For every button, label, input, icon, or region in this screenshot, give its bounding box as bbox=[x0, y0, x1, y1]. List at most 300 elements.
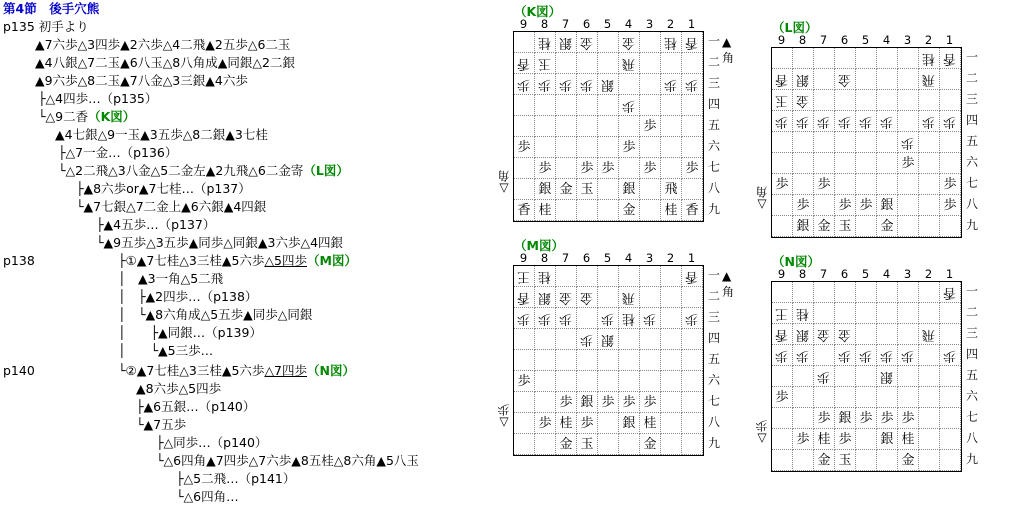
diagram-ref: （N図） bbox=[307, 363, 355, 378]
board-square bbox=[556, 137, 577, 158]
rank-number: 八 bbox=[708, 415, 721, 429]
board-square bbox=[814, 90, 835, 111]
board-square bbox=[835, 366, 856, 387]
file-number: 9 bbox=[519, 17, 528, 31]
file-number: 9 bbox=[777, 267, 786, 281]
shogi-piece: 桂 bbox=[622, 310, 636, 326]
board-square bbox=[835, 303, 856, 324]
file-number: 2 bbox=[666, 251, 675, 265]
board-square bbox=[940, 387, 961, 408]
move-text: ├△5二飛…（p141） bbox=[176, 471, 296, 486]
move-text: └▲7七銀△7二金上▲6六銀▲4四銀 bbox=[76, 199, 267, 214]
board-square bbox=[619, 95, 640, 116]
shogi-piece: 香 bbox=[517, 55, 531, 71]
board-square bbox=[661, 287, 682, 308]
tree-line bbox=[136, 380, 221, 398]
move-text: ▲9六歩△8二玉▲7八金△3三銀▲4六歩 bbox=[35, 73, 248, 88]
tree-line bbox=[156, 452, 419, 470]
board-square bbox=[535, 308, 556, 329]
board-square bbox=[598, 32, 619, 53]
move-text: └△9二香 bbox=[38, 109, 89, 124]
shogi-piece: 金 bbox=[622, 34, 636, 50]
board-square bbox=[619, 116, 640, 137]
board-square bbox=[535, 158, 556, 179]
rank-number: 八 bbox=[708, 181, 721, 195]
gote-hand: △角 bbox=[497, 170, 511, 196]
board-square bbox=[877, 111, 898, 132]
shogi-piece: 銀 bbox=[538, 289, 552, 305]
board-square bbox=[919, 450, 940, 471]
shogi-board bbox=[513, 265, 704, 456]
file-numbers bbox=[513, 251, 702, 265]
board-square bbox=[940, 366, 961, 387]
board-square bbox=[640, 158, 661, 179]
board-square bbox=[898, 90, 919, 111]
board-square bbox=[619, 200, 640, 221]
shogi-piece: 玉 bbox=[838, 218, 852, 234]
board-square bbox=[919, 366, 940, 387]
section-title: 第4節 後手穴熊 bbox=[3, 1, 100, 16]
board-square bbox=[856, 408, 877, 429]
board-square bbox=[877, 48, 898, 69]
tree-line bbox=[38, 90, 157, 108]
tree-line bbox=[3, 252, 35, 270]
board-square bbox=[640, 350, 661, 371]
board-square bbox=[598, 53, 619, 74]
shogi-piece: 桂 bbox=[922, 50, 936, 66]
board-square bbox=[919, 195, 940, 216]
board-square bbox=[940, 345, 961, 366]
shogi-piece: 歩 bbox=[775, 176, 789, 192]
board-square bbox=[682, 158, 703, 179]
board-square bbox=[919, 69, 940, 90]
board-square bbox=[856, 111, 877, 132]
board-square bbox=[619, 413, 640, 434]
board-square bbox=[514, 116, 535, 137]
board-square bbox=[535, 32, 556, 53]
board-square bbox=[682, 53, 703, 74]
shogi-piece: 歩 bbox=[517, 76, 531, 92]
board-square bbox=[640, 434, 661, 455]
board-square bbox=[640, 371, 661, 392]
tree-line bbox=[118, 270, 223, 288]
board-square bbox=[535, 287, 556, 308]
shogi-piece: 銀 bbox=[538, 181, 552, 197]
shogi-piece: 歩 bbox=[901, 410, 915, 426]
shogi-piece: 桂 bbox=[817, 431, 831, 447]
board-square bbox=[772, 303, 793, 324]
rank-number: 六 bbox=[966, 155, 979, 169]
board-square bbox=[619, 179, 640, 200]
board-square bbox=[919, 429, 940, 450]
board-square bbox=[556, 200, 577, 221]
board-square bbox=[814, 153, 835, 174]
board-square bbox=[556, 158, 577, 179]
board-square bbox=[577, 308, 598, 329]
board-square bbox=[814, 366, 835, 387]
rank-number: 七 bbox=[966, 410, 979, 424]
board-square bbox=[577, 137, 598, 158]
board-square bbox=[598, 329, 619, 350]
board-square bbox=[598, 74, 619, 95]
board-square bbox=[514, 371, 535, 392]
shogi-piece: 歩 bbox=[517, 310, 531, 326]
board-square bbox=[793, 366, 814, 387]
board-square bbox=[877, 90, 898, 111]
tree-line bbox=[118, 342, 213, 360]
rank-number: 二 bbox=[708, 55, 721, 69]
shogi-piece: 金 bbox=[622, 202, 636, 218]
shogi-piece: 歩 bbox=[643, 394, 657, 410]
board-square bbox=[682, 413, 703, 434]
tree-line bbox=[96, 234, 343, 252]
board-square bbox=[940, 90, 961, 111]
board-square bbox=[640, 137, 661, 158]
rank-number: 九 bbox=[966, 218, 979, 232]
board-square bbox=[577, 179, 598, 200]
file-number: 6 bbox=[840, 33, 849, 47]
shogi-piece: 歩 bbox=[880, 410, 894, 426]
board-square bbox=[619, 74, 640, 95]
file-number: 4 bbox=[882, 267, 891, 281]
board-square bbox=[619, 350, 640, 371]
shogi-piece: 銀 bbox=[622, 415, 636, 431]
shogi-piece: 桂 bbox=[664, 34, 678, 50]
board-square bbox=[514, 329, 535, 350]
board-square bbox=[772, 282, 793, 303]
board-square bbox=[598, 308, 619, 329]
shogi-piece: 金 bbox=[580, 289, 594, 305]
shogi-piece: 歩 bbox=[859, 197, 873, 213]
rank-number: 四 bbox=[966, 347, 979, 361]
board-square bbox=[835, 174, 856, 195]
board-square bbox=[619, 308, 640, 329]
board-square bbox=[535, 266, 556, 287]
board-square bbox=[661, 392, 682, 413]
board-square bbox=[535, 137, 556, 158]
board-square bbox=[940, 153, 961, 174]
tree-line bbox=[136, 398, 255, 416]
shogi-piece: 銀 bbox=[601, 76, 615, 92]
board-square bbox=[535, 413, 556, 434]
tree-line bbox=[3, 362, 35, 380]
gote-hand: △歩 bbox=[755, 420, 769, 446]
board-square bbox=[682, 179, 703, 200]
shogi-piece: 桂 bbox=[664, 202, 678, 218]
diagram-ref: （L図） bbox=[303, 163, 349, 178]
file-number: 6 bbox=[840, 267, 849, 281]
shogi-piece: 歩 bbox=[838, 197, 852, 213]
rank-number: 一 bbox=[708, 34, 721, 48]
board-square bbox=[856, 153, 877, 174]
board-square bbox=[856, 216, 877, 237]
file-number: 3 bbox=[645, 251, 654, 265]
file-number: 2 bbox=[924, 267, 933, 281]
board-square bbox=[919, 48, 940, 69]
shogi-piece: 桂 bbox=[901, 431, 915, 447]
board-square bbox=[919, 345, 940, 366]
move-text: p138 bbox=[3, 253, 35, 268]
diagram-ref: （K図） bbox=[88, 109, 136, 124]
board-square bbox=[814, 387, 835, 408]
shogi-piece: 金 bbox=[838, 71, 852, 87]
shogi-piece: 歩 bbox=[580, 415, 594, 431]
board-square bbox=[640, 413, 661, 434]
board-square bbox=[877, 153, 898, 174]
tree-line bbox=[136, 416, 186, 434]
board-square bbox=[940, 282, 961, 303]
file-number: 4 bbox=[624, 17, 633, 31]
shogi-piece: 歩 bbox=[796, 431, 810, 447]
move-text: │ ▲3一角△5二飛 bbox=[118, 271, 224, 286]
board-square bbox=[556, 434, 577, 455]
board-square bbox=[898, 216, 919, 237]
shogi-piece: 銀 bbox=[580, 394, 594, 410]
board-square bbox=[577, 287, 598, 308]
board-square bbox=[814, 450, 835, 471]
tree-line bbox=[55, 126, 268, 144]
shogi-piece: 歩 bbox=[643, 118, 657, 134]
board-square bbox=[772, 174, 793, 195]
file-numbers bbox=[771, 33, 960, 47]
board-square bbox=[535, 434, 556, 455]
board-square bbox=[772, 345, 793, 366]
move-text: │ ├▲2四歩…（p138） bbox=[118, 289, 258, 304]
board-square bbox=[940, 324, 961, 345]
rank-number: 六 bbox=[708, 373, 721, 387]
board-square bbox=[856, 429, 877, 450]
board-square bbox=[898, 366, 919, 387]
move-text: ▲7六歩△3四歩▲2六歩△4二飛▲2五歩△6二玉 bbox=[35, 37, 291, 52]
tree-line bbox=[58, 144, 177, 162]
file-number: 5 bbox=[603, 17, 612, 31]
board-square bbox=[661, 74, 682, 95]
board-square bbox=[877, 450, 898, 471]
rank-number: 七 bbox=[708, 160, 721, 174]
board-square bbox=[940, 48, 961, 69]
rank-number: 一 bbox=[966, 284, 979, 298]
board-square bbox=[682, 308, 703, 329]
rank-number: 三 bbox=[708, 310, 721, 324]
shogi-piece: 香 bbox=[517, 202, 531, 218]
shogi-piece: 歩 bbox=[880, 113, 894, 129]
board-square bbox=[535, 74, 556, 95]
file-number: 1 bbox=[687, 17, 696, 31]
board-square bbox=[793, 282, 814, 303]
board-square bbox=[940, 111, 961, 132]
board-square bbox=[682, 287, 703, 308]
board-square bbox=[661, 413, 682, 434]
file-number: 4 bbox=[882, 33, 891, 47]
board-square bbox=[640, 53, 661, 74]
board-square bbox=[535, 179, 556, 200]
shogi-piece: 歩 bbox=[580, 76, 594, 92]
board-square bbox=[661, 200, 682, 221]
shogi-piece: 金 bbox=[580, 34, 594, 50]
shogi-piece: 銀 bbox=[880, 197, 894, 213]
rank-number: 八 bbox=[966, 431, 979, 445]
rank-number: 五 bbox=[966, 368, 979, 382]
board-square bbox=[793, 69, 814, 90]
board-square bbox=[640, 329, 661, 350]
shogi-piece: 金 bbox=[559, 436, 573, 452]
tree-line bbox=[118, 288, 257, 306]
board-square bbox=[940, 69, 961, 90]
board-square bbox=[898, 282, 919, 303]
shogi-piece: 歩 bbox=[775, 113, 789, 129]
board-square bbox=[898, 174, 919, 195]
board-square bbox=[793, 132, 814, 153]
rank-number: 六 bbox=[708, 139, 721, 153]
tree-line bbox=[35, 36, 290, 54]
file-number: 7 bbox=[561, 251, 570, 265]
board-square bbox=[577, 350, 598, 371]
shogi-piece: 歩 bbox=[601, 394, 615, 410]
board-square bbox=[640, 116, 661, 137]
board-square bbox=[814, 324, 835, 345]
board-square bbox=[793, 153, 814, 174]
board-square bbox=[535, 350, 556, 371]
board-square bbox=[556, 74, 577, 95]
rank-number: 一 bbox=[708, 268, 721, 282]
board-square bbox=[793, 450, 814, 471]
rank-number: 五 bbox=[708, 118, 721, 132]
rank-number: 七 bbox=[708, 394, 721, 408]
shogi-piece: 歩 bbox=[580, 331, 594, 347]
board-square bbox=[619, 329, 640, 350]
shogi-piece: 歩 bbox=[622, 394, 636, 410]
file-number: 5 bbox=[861, 267, 870, 281]
board-square bbox=[814, 132, 835, 153]
tree-line bbox=[35, 54, 295, 72]
board-label: （K図） bbox=[514, 4, 562, 19]
board-label: （N図） bbox=[772, 254, 820, 269]
shogi-piece: 香 bbox=[685, 34, 699, 50]
file-number: 5 bbox=[861, 33, 870, 47]
board-square bbox=[535, 329, 556, 350]
shogi-piece: 香 bbox=[943, 284, 957, 300]
board-square bbox=[772, 366, 793, 387]
underlined-move: △7四歩 bbox=[264, 363, 308, 378]
file-number: 3 bbox=[645, 17, 654, 31]
shogi-board bbox=[771, 281, 962, 472]
board-square bbox=[556, 32, 577, 53]
rank-number: 三 bbox=[966, 92, 979, 106]
board-square bbox=[556, 413, 577, 434]
shogi-piece: 歩 bbox=[838, 113, 852, 129]
board-square bbox=[682, 371, 703, 392]
board-square bbox=[877, 345, 898, 366]
board-square bbox=[619, 158, 640, 179]
rank-number: 五 bbox=[966, 134, 979, 148]
move-text: └△6四角▲7四歩△7六歩▲8五桂△8六角▲5八玉 bbox=[156, 453, 419, 468]
board-square bbox=[898, 303, 919, 324]
tree-line bbox=[58, 162, 349, 180]
shogi-piece: 飛 bbox=[622, 289, 636, 305]
move-text: ▲4七銀△9一玉▲3五歩△8二銀▲3七桂 bbox=[55, 127, 268, 142]
move-text: ▲4八銀△7二玉▲6八玉△8八角成▲同銀△2二銀 bbox=[35, 55, 295, 70]
file-number: 3 bbox=[903, 33, 912, 47]
board-square bbox=[556, 350, 577, 371]
board-square bbox=[772, 216, 793, 237]
shogi-piece: 歩 bbox=[901, 155, 915, 171]
board-square bbox=[640, 392, 661, 413]
tree-line bbox=[176, 488, 239, 506]
file-number: 8 bbox=[540, 251, 549, 265]
board-square bbox=[577, 74, 598, 95]
shogi-piece: 銀 bbox=[622, 181, 636, 197]
board-square bbox=[919, 303, 940, 324]
diagram-ref: （M図） bbox=[307, 253, 357, 268]
board-square bbox=[919, 282, 940, 303]
shogi-piece: 銀 bbox=[880, 431, 894, 447]
board-square bbox=[577, 371, 598, 392]
board-square bbox=[661, 350, 682, 371]
board-square bbox=[514, 74, 535, 95]
board-square bbox=[661, 179, 682, 200]
rank-number: 六 bbox=[966, 389, 979, 403]
shogi-piece: 歩 bbox=[796, 113, 810, 129]
tree-line bbox=[76, 198, 266, 216]
variation-tree bbox=[0, 0, 500, 505]
board-square bbox=[856, 303, 877, 324]
board-square bbox=[772, 387, 793, 408]
move-text: │ ├▲同銀…（p139） bbox=[118, 325, 262, 340]
shogi-piece: 歩 bbox=[901, 134, 915, 150]
board-square bbox=[940, 303, 961, 324]
board-square bbox=[940, 174, 961, 195]
rank-number: 二 bbox=[966, 71, 979, 85]
board-square bbox=[772, 324, 793, 345]
shogi-piece: 香 bbox=[943, 50, 957, 66]
board-square bbox=[856, 324, 877, 345]
shogi-piece: 香 bbox=[517, 289, 531, 305]
shogi-piece: 銀 bbox=[796, 326, 810, 342]
rank-number: 四 bbox=[708, 331, 721, 345]
board-square bbox=[793, 174, 814, 195]
shogi-piece: 歩 bbox=[664, 76, 678, 92]
board-square bbox=[919, 153, 940, 174]
board-square bbox=[877, 195, 898, 216]
board-square bbox=[535, 116, 556, 137]
shogi-piece: 飛 bbox=[922, 326, 936, 342]
shogi-piece: 玉 bbox=[580, 181, 594, 197]
board-square bbox=[619, 287, 640, 308]
shogi-piece: 歩 bbox=[601, 160, 615, 176]
file-numbers bbox=[513, 17, 702, 31]
move-text: └△2二飛△3八金△5二金左▲2九飛△6二金寄 bbox=[58, 163, 304, 178]
board-square bbox=[619, 392, 640, 413]
board-square bbox=[877, 216, 898, 237]
board-square bbox=[598, 371, 619, 392]
shogi-piece: 王 bbox=[517, 268, 531, 284]
board-square bbox=[682, 266, 703, 287]
board-square bbox=[877, 429, 898, 450]
board-square bbox=[793, 324, 814, 345]
board-square bbox=[772, 153, 793, 174]
board-square bbox=[598, 95, 619, 116]
board-square bbox=[577, 158, 598, 179]
board-square bbox=[661, 158, 682, 179]
gote-hand: △歩 bbox=[497, 404, 511, 430]
tree-line bbox=[118, 252, 357, 270]
shogi-board bbox=[513, 31, 704, 222]
rank-number: 八 bbox=[966, 197, 979, 211]
move-text: ├▲6五銀…（p140） bbox=[136, 399, 256, 414]
shogi-piece: 銀 bbox=[880, 368, 894, 384]
board-square bbox=[940, 429, 961, 450]
board-square bbox=[577, 95, 598, 116]
